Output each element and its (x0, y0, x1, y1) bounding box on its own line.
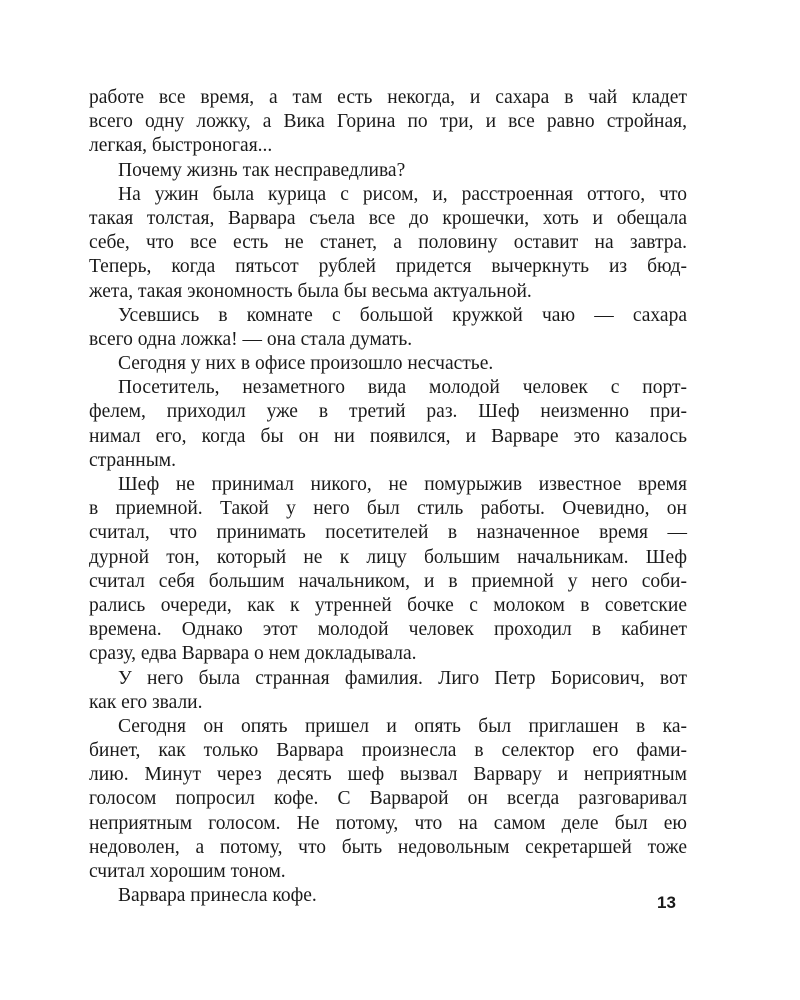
text-line: неприятным голосом. Не потому, что на самом деле был ею (89, 812, 687, 834)
text-line: считал себя большим начальником, и в приемной у него соби- (89, 570, 687, 592)
text-line: нимал его, когда бы он ни появился, и Варваре это казалось (89, 425, 687, 447)
body-text (89, 86, 687, 908)
text-line: Усевшись в комнате с большой кружкой чаю — сахара (118, 304, 687, 326)
text-line: голосом попросил кофе. С Варварой он всегда разговаривал (89, 788, 687, 810)
text-line: жета, такая экономность была бы весьма актуальной. (89, 280, 532, 302)
text-line: У него была странная фамилия. Лиго Петр Борисович, вот (118, 667, 687, 689)
text-line: странным. (89, 449, 177, 471)
paragraph (89, 884, 687, 908)
text-line: Шеф не принимал никого, не помурыжив известное время (118, 474, 687, 495)
text-line: Сегодня у них в офисе произошло несчастье. (118, 353, 494, 375)
paragraph (89, 473, 687, 667)
text-line: всего одна ложка! — она стала думать. (89, 328, 413, 350)
text-line: недоволен, а потому, что быть недовольным секретаршей тоже (89, 836, 687, 858)
text-line: Сегодня он опять пришел и опять был приглашен в ка- (118, 715, 687, 737)
text-line: Почему жизнь так несправедлива? (118, 159, 406, 181)
text-line: На ужин была курица с рисом, и, расстроенная оттого, что (118, 183, 687, 205)
paragraph (89, 715, 687, 884)
page-number: 13 (657, 893, 676, 912)
paragraph (89, 159, 687, 183)
text-line: сразу, едва Варвара о нем докладывала. (89, 643, 417, 665)
text-line: рались очереди, как к утренней бочке с молоком в советские (89, 594, 687, 616)
text-line: работе все время, а там есть некогда, и сахара в чай кладет (89, 87, 687, 108)
paragraph (89, 376, 687, 473)
text-line: фелем, приходил уже в третий раз. Шеф неизменно при- (89, 401, 687, 423)
paragraph (89, 304, 687, 352)
text-line: в приемной. Такой у него был стиль работы. Очевидно, он (89, 498, 687, 520)
text-line: легкая, быстроногая... (89, 135, 273, 157)
paragraph (89, 667, 687, 715)
text-line: Теперь, когда пятьсот рублей придется вычеркнуть из бюд- (89, 256, 687, 278)
text-line: времена. Однако этот молодой человек проходил в кабинет (89, 619, 687, 641)
text-line: такая толстая, Варвара съела все до крошечки, хоть и обещала (89, 207, 687, 229)
text-line: считал хорошим тоном. (89, 861, 286, 882)
paragraph (89, 183, 687, 304)
text-line: себе, что все есть не станет, а половину оставит на завтра. (89, 232, 687, 254)
text-line: дурной тон, который не к лицу большим начальникам. Шеф (89, 546, 687, 568)
text-line: всего одну ложку, а Вика Горина по три, и все равно стройная, (89, 111, 687, 133)
paragraph (89, 352, 687, 376)
text-line: Посетитель, незаметного вида молодой человек с порт- (118, 377, 687, 399)
text-line: Варвара принесла кофе. (118, 885, 317, 907)
text-line: бинет, как только Варвара произнесла в селектор его фами- (89, 740, 687, 762)
text-line: считал, что принимать посетителей в назначенное время — (89, 522, 687, 544)
paragraph (89, 86, 687, 159)
text-line: лию. Минут через десять шеф вызвал Варвару и неприятным (89, 764, 687, 786)
text-line: как его звали. (89, 691, 203, 713)
